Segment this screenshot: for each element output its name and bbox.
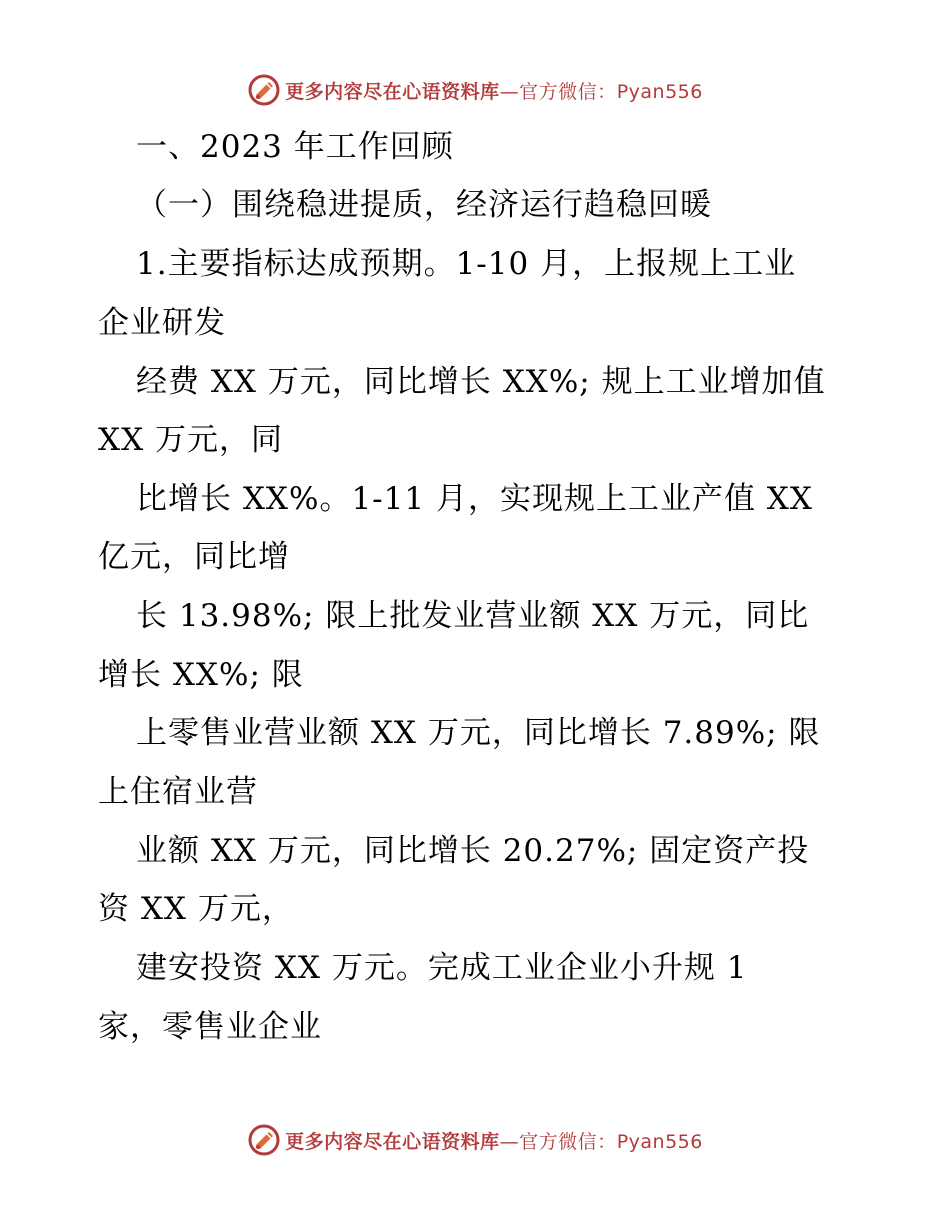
paragraph-line: 长 13.98%; 限上批发业营业额 XX 万元，同比 xyxy=(136,598,810,634)
paragraph-line: 建安投资 XX 万元。完成工业企业小升规 1 xyxy=(136,950,748,986)
header-watermark xyxy=(0,70,950,110)
paragraph-line: 上住宿业营 xyxy=(98,774,258,810)
wechat-id: Pyan556 xyxy=(616,1130,703,1153)
paragraph-line: 增长 XX%; 限 xyxy=(98,657,304,693)
dash: — xyxy=(499,80,520,103)
footer-watermark-text xyxy=(285,1127,703,1154)
paragraph-line: 业额 XX 万元，同比增长 20.27%; 固定资产投 xyxy=(136,833,810,869)
brand-logo-icon xyxy=(247,73,281,107)
heading-subsection-1: （一）围绕稳进提质，经济运行趋稳回暖 xyxy=(136,187,712,223)
site-text: 更多内容尽在心语资料库 xyxy=(285,1130,500,1153)
header-watermark-text xyxy=(285,77,703,104)
wechat-id: Pyan556 xyxy=(616,80,703,103)
footer-watermark-inner xyxy=(247,1123,703,1157)
paragraph-line: 企业研发 xyxy=(98,305,226,341)
header-watermark-inner xyxy=(247,73,703,107)
paragraph-line: 亿元，同比增 xyxy=(98,539,290,575)
paragraph-line: 1.主要指标达成预期。1-10 月，上报规上工业 xyxy=(136,246,797,282)
official-text: 官方微信： xyxy=(519,80,617,103)
dash: — xyxy=(499,1130,520,1153)
paragraph-line: 家，零售业企业 xyxy=(98,1009,322,1045)
paragraph-line: 比增长 XX%。1-11 月，实现规上工业产值 XX xyxy=(136,481,813,517)
footer-watermark xyxy=(0,1120,950,1160)
paragraph-line: 资 XX 万元， xyxy=(98,891,294,927)
brand-logo-icon xyxy=(247,1123,281,1157)
site-text: 更多内容尽在心语资料库 xyxy=(285,80,500,103)
paragraph-line: XX 万元，同 xyxy=(98,422,283,458)
paragraph-line: 经费 XX 万元，同比增长 XX%; 规上工业增加值 xyxy=(136,364,826,400)
official-text: 官方微信： xyxy=(519,1130,617,1153)
paragraph-line: 上零售业营业额 XX 万元，同比增长 7.89%; 限 xyxy=(136,715,821,751)
heading-section-1: 一、2023 年工作回顾 xyxy=(136,129,454,165)
